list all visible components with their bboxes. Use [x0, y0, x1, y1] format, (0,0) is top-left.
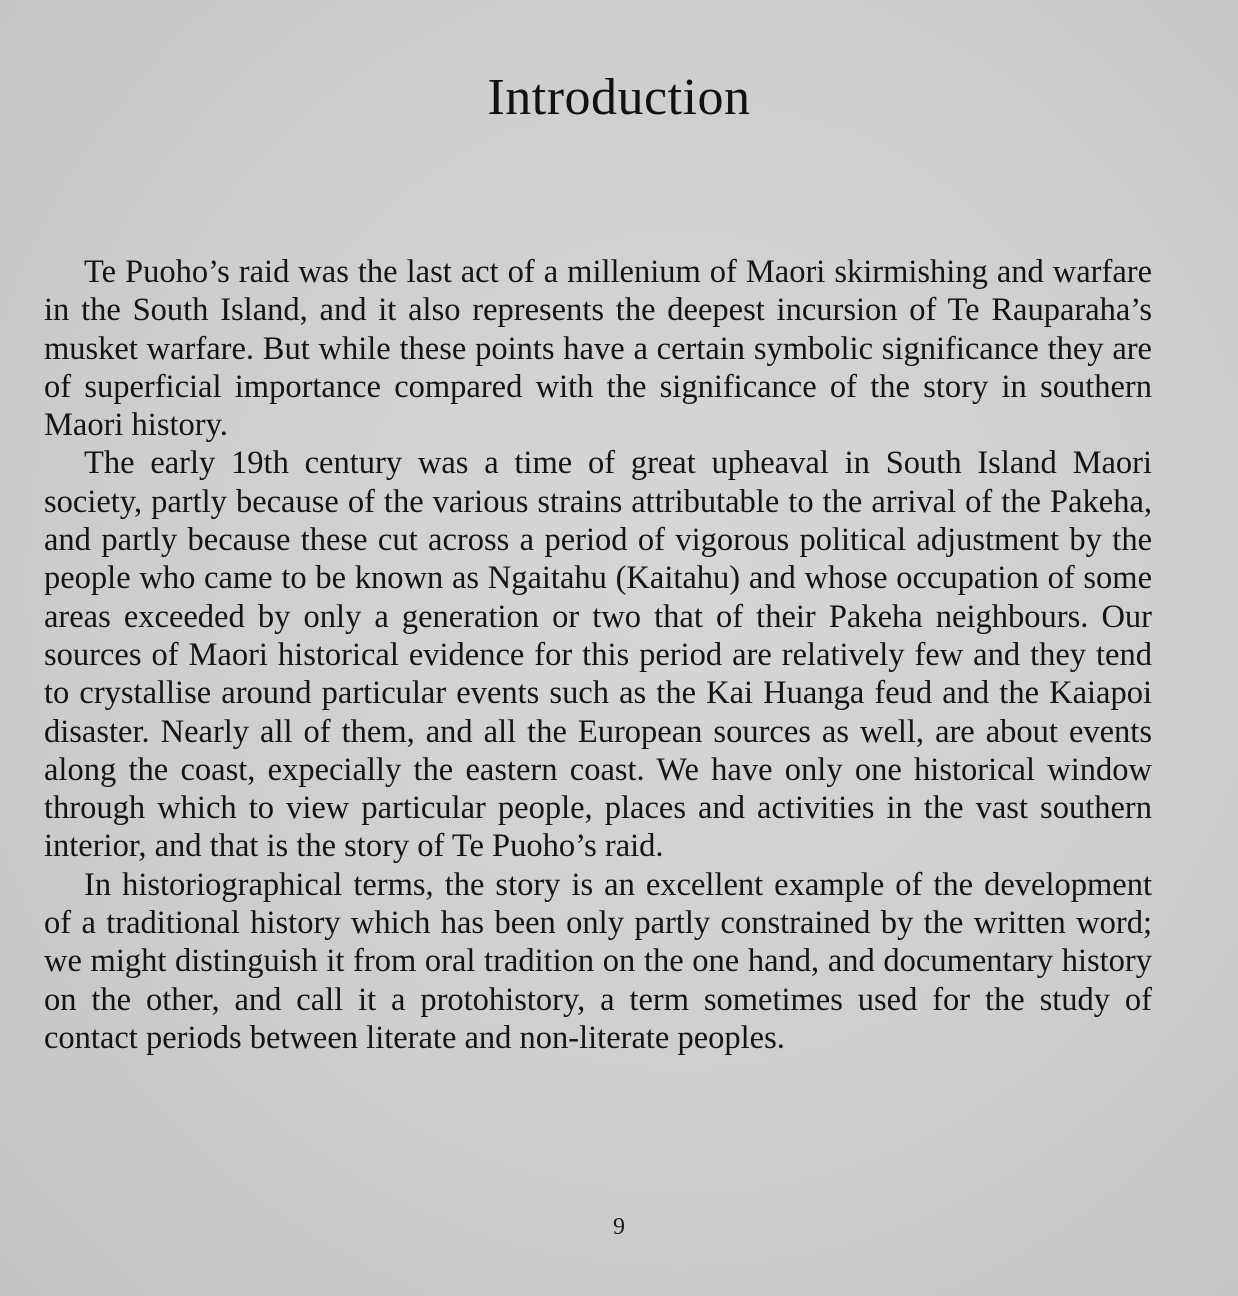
- page-number: 9: [613, 1214, 625, 1240]
- paragraph-1: Te Puoho’s raid was the last act of a millenium of Maori skirmishing and warfare in the South Island, and it also represents the deepest incursion of Te Rauparaha’s musket warfare. But while these points have a certain symbolic significance they are of superficial importance compared with the significance of the story in southern Maori history.: [44, 254, 1152, 444]
- chapter-title: Introduction: [487, 69, 751, 126]
- paragraph-3: In historiographical terms, the story is an excellent example of the development of a traditional history which has been only partly constrained by the written word; we might distinguish it from oral tradition on the one hand, and documentary history on the other, and call it a protohistory, a term sometimes used for the study of contact periods between literate and non-literate peoples.: [44, 866, 1152, 1056]
- body-text: [44, 253, 1152, 1057]
- paragraph-2: The early 19th century was a time of great upheaval in South Island Maori society, partly because of the various strains attributable to the arrival of the Pakeha, and partly because these cut across a period of vigorous political adjustment by the people who came to be known as Ngaitahu (Kaitahu) and whose occupation of some areas exceeded by only a generation or two that of their Pakeha neighbours. Our sources of Maori historical evidence for this period are relatively few and they tend to crystallise around particular events such as the Kai Huanga feud and the Kaiapoi disaster. Nearly all of them, and all the European sources as well, are about events along the coast, expecially the eastern coast. We have only one historical window through which to view particular people, places and activities in the vast southern interior, and that is the story of Te Puoho’s raid.: [44, 445, 1152, 865]
